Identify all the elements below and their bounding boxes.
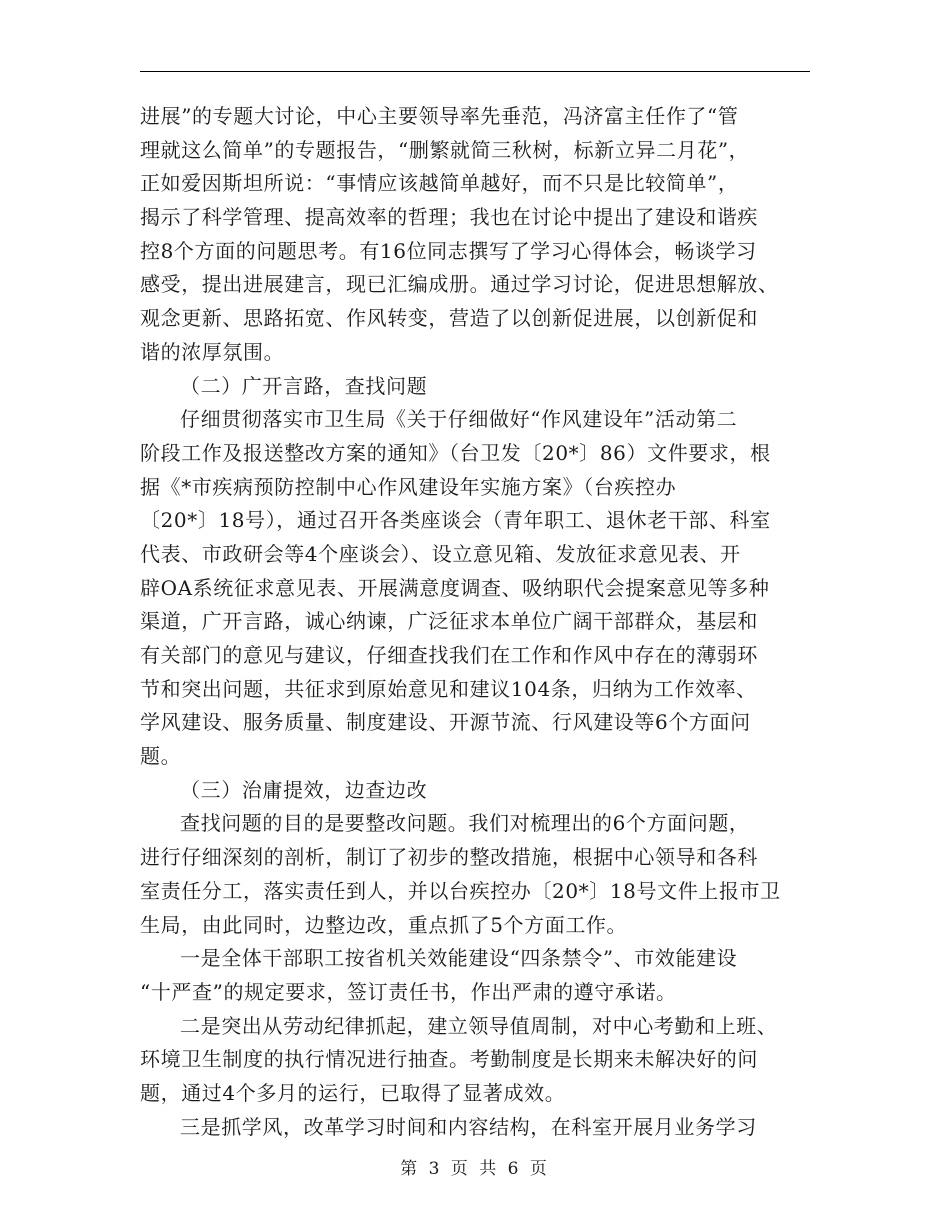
body-line: 生局，由此同时，边整边改，重点抓了5个方面工作。 — [140, 912, 628, 937]
body-line: 控8个方面的问题思考。有16位同志撰写了学习心得体会，畅谈学习 — [140, 238, 757, 263]
body-line: 室责任分工，落实责任到人，并以台疾控办〔20*〕18号文件上报市卫 — [140, 878, 781, 903]
body-line: 正如爱因斯坦所说：“事情应该越简单越好，而不只是比较简单”， — [140, 171, 739, 196]
body-line: 观念更新、思路拓宽、作风转变，营造了以创新促进展，以创新促和 — [140, 306, 758, 331]
body-line: 辟OA系统征求意见表、开展满意度调查、吸纳职代会提案意见等多种 — [140, 575, 770, 600]
body-line: 题。 — [140, 744, 182, 769]
header-rule — [140, 71, 810, 72]
paragraph-start-line: 查找问题的目的是要整改问题。我们对梳理出的6个方面问题， — [180, 811, 750, 836]
paragraph-start-line: 一是全体干部职工按省机关效能建设“四条禁令”、市效能建设 — [180, 946, 738, 971]
paragraph-start-line: 仔细贯彻落实市卫生局《关于仔细做好“作风建设年”活动第二 — [180, 407, 738, 432]
body-line: 感受，提出进展建言，现已汇编成册。通过学习讨论，促进思想解放、 — [140, 272, 779, 297]
paragraph-start-line: 三是抓学风，改革学习时间和内容结构，在科室开展月业务学习 — [180, 1114, 757, 1139]
body-line: 渠道，广开言路，诚心纳谏，广泛征求本单位广阔干部群众，基层和 — [140, 609, 758, 634]
section-heading: （二）广开言路，查找问题 — [180, 373, 428, 398]
body-line: 〔20*〕18号），通过召开各类座谈会（青年职工、退休老干部、科室 — [140, 508, 771, 533]
body-line: 进行仔细深刻的剖析，制订了初步的整改措施，根据中心领导和各科 — [140, 845, 758, 870]
body-line: 揭示了科学管理、提高效率的哲理；我也在讨论中提出了建设和谐疾 — [140, 205, 758, 230]
body-line: 代表、市政研会等4个座谈会）、设立意见箱、发放征求意见表、开 — [140, 541, 741, 566]
body-line: “十严查”的规定要求，签订责任书，作出严肃的遵守承诺。 — [140, 979, 677, 1004]
document-body — [140, 100, 812, 1144]
body-line: 环境卫生制度的执行情况进行抽查。考勤制度是长期来未解决好的问 — [140, 1047, 758, 1072]
body-line: 学风建设、服务质量、制度建设、开源节流、行风建设等6个方面问 — [140, 710, 751, 735]
body-line: 谐的浓厚氛围。 — [140, 339, 285, 364]
body-line: 进展”的专题大讨论，中心主要领导率先垂范，冯济富主任作了“管 — [140, 104, 739, 128]
body-line: 节和突出问题，共征求到原始意见和建议104条，归纳为工作效率、 — [140, 676, 757, 701]
body-line: 题，通过4个多月的运行，已取得了显著成效。 — [140, 1080, 566, 1105]
body-line: 据《*市疾病预防控制中心作风建设年实施方案》（台疾控办 — [140, 474, 677, 499]
paragraph-start-line: 二是突出从劳动纪律抓起，建立领导值周制，对中心考勤和上班、 — [180, 1013, 778, 1038]
body-line: 有关部门的意见与建议，仔细查找我们在工作和作风中存在的薄弱环 — [140, 643, 758, 667]
section-heading: （三）治庸提效，边查边改 — [180, 777, 428, 802]
body-line: 阶段工作及报送整改方案的通知》（台卫发〔20*〕86）文件要求，根 — [140, 440, 771, 465]
page-footer: 第 3 页 共 6 页 — [400, 1159, 550, 1179]
body-line: 理就这么简单”的专题报告，“删繁就简三秋树，标新立异二月花”， — [140, 137, 750, 162]
